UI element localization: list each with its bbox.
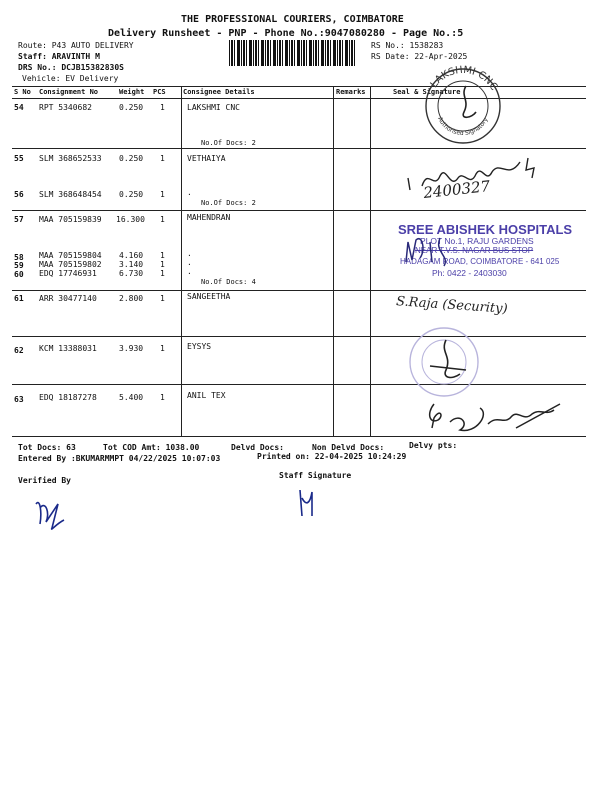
delivery-points: Delvy pts:	[409, 441, 458, 450]
lakshmi-seal-text: LAKSHMI CNC	[428, 64, 500, 93]
col-header-weight: Weight	[119, 88, 145, 96]
row-pcs: 1	[160, 344, 165, 353]
hospital-stamp-line1: PLOT No.1, RAJU GARDENS	[420, 236, 534, 246]
rs-date: RS Date: 22-Apr-2025	[371, 52, 468, 61]
hospital-stamp-name: SREE ABISHEK HOSPITALS	[398, 222, 573, 237]
handwritten-security: S.Raja (Security)	[395, 294, 509, 317]
row-consignment: SLM 368652533	[39, 154, 102, 163]
hospital-stamp-line2: NEAR T.V.S. NAGAR BUS STOP	[415, 246, 534, 255]
row-weight: 0.250	[119, 154, 144, 163]
row-consignment: MAA 705159804	[39, 251, 102, 260]
row-weight: 0.250	[119, 190, 144, 199]
barcode	[229, 40, 355, 66]
row-sno: 61	[14, 294, 24, 303]
lakshmi-cnc-seal	[420, 66, 506, 146]
non-delivered-docs: Non Delvd Docs:	[312, 443, 385, 452]
col-header-sno: S No	[14, 88, 31, 96]
row-consignment: RPT 5340682	[39, 103, 92, 112]
vehicle-label: Vehicle: EV Delivery	[22, 74, 119, 83]
total-docs: Tot Docs: 63	[18, 443, 76, 452]
row-sno: 58	[14, 253, 24, 262]
row-sno: 62	[14, 346, 24, 355]
row-pcs: 1	[160, 260, 165, 269]
route-label: Route: P43 AUTO DELIVERY	[18, 41, 134, 50]
row-sno: 59	[14, 261, 24, 270]
row-consignee: .	[187, 267, 192, 276]
row-weight: 16.300	[116, 215, 145, 224]
row-pcs: 1	[160, 154, 165, 163]
row-weight: 6.730	[119, 269, 144, 278]
lakshmi-seal-inner-text: Authorised Signatory	[436, 115, 490, 138]
signature-row-57	[400, 232, 460, 272]
row-pcs: 1	[160, 190, 165, 199]
row-pcs: 1	[160, 103, 165, 112]
row-consignment: ARR 30477140	[39, 294, 97, 303]
rs-number: RS No.: 1538283	[371, 41, 444, 50]
row-sno: 56	[14, 190, 24, 199]
row-consignee: LAKSHMI CNC	[187, 103, 240, 112]
row-weight: 3.930	[119, 344, 144, 353]
company-title: THE PROFESSIONAL COURIERS, COIMBATORE	[181, 14, 404, 25]
row-weight: 4.160	[119, 251, 144, 260]
hospital-stamp-phone: Ph: 0422 - 2403030	[432, 268, 507, 278]
col-header-pcs: PCS	[153, 88, 166, 96]
total-cod-amount: Tot COD Amt: 1038.00	[103, 443, 200, 452]
row-consignee: VETHAIYA	[187, 154, 226, 163]
row-divider	[12, 148, 586, 149]
verifier-signature	[30, 494, 74, 530]
col-header-consignment: Consignment No	[39, 88, 99, 96]
row-sno: 63	[14, 395, 24, 404]
row-consignment: SLM 368648454	[39, 190, 102, 199]
row-divider	[12, 290, 586, 291]
verified-by-label: Verified By	[18, 476, 71, 485]
row-weight: 5.400	[119, 393, 144, 402]
row-docs-count: No.Of Docs: 4	[201, 278, 256, 286]
row-consignee: EYSYS	[187, 342, 212, 351]
row-consignee: .	[187, 249, 192, 258]
staff-signature	[292, 486, 322, 522]
row-consignee: ANIL TEX	[187, 391, 226, 400]
row-consignment: EDQ 17746931	[39, 269, 97, 278]
row-consignment: KCM 13388031	[39, 344, 97, 353]
row-consignee: .	[187, 188, 192, 197]
row-sno: 57	[14, 215, 24, 224]
row-docs-count: No.Of Docs: 2	[201, 139, 256, 147]
row-sno: 55	[14, 154, 24, 163]
column-divider	[370, 86, 371, 436]
delivered-docs: Delvd Docs:	[231, 443, 284, 452]
column-divider	[181, 86, 182, 436]
row-consignee: SANGEETHA	[187, 292, 231, 301]
row-consignment: EDQ 18187278	[39, 393, 97, 402]
runsheet-subtitle: Delivery Runsheet - PNP - Phone No.:9047080280 - Page No.:5	[108, 28, 464, 39]
row-docs-count: No.Of Docs: 2	[201, 199, 256, 207]
row-consignment: MAA 705159802	[39, 260, 102, 269]
handwritten-number: 2400327	[422, 177, 491, 202]
entered-by: Entered By :BKUMARMMPT 04/22/2025 10:07:03	[18, 454, 221, 463]
row-pcs: 1	[160, 393, 165, 402]
row-weight: 3.140	[119, 260, 144, 269]
col-header-remarks: Remarks	[336, 88, 366, 96]
printed-on: Printed on: 22-04-2025 10:24:29	[257, 452, 407, 461]
row-sno: 60	[14, 270, 24, 279]
row-consignment: MAA 705159839	[39, 215, 102, 224]
row-divider	[12, 336, 586, 337]
hospital-stamp-line3: HADAGAM ROAD, COIMBATORE - 641 025	[400, 257, 560, 266]
col-header-signature: Seal & Signature	[393, 88, 461, 96]
staff-label: Staff: ARAVINTH M	[18, 52, 100, 61]
col-header-consignee: Consignee Details	[183, 88, 255, 96]
row-divider	[12, 384, 586, 385]
drs-number: DRS No.: DCJB15382830S	[18, 63, 124, 72]
row-divider	[12, 210, 586, 211]
row-sno: 54	[14, 103, 24, 112]
row-pcs: 1	[160, 215, 165, 224]
staff-signature-label: Staff Signature	[279, 471, 352, 480]
row-consignee: .	[187, 258, 192, 267]
column-divider	[333, 86, 334, 436]
round-seal-row-62	[406, 326, 482, 398]
row-weight: 2.800	[119, 294, 144, 303]
signature-row-63	[420, 394, 570, 438]
row-pcs: 1	[160, 251, 165, 260]
row-pcs: 1	[160, 294, 165, 303]
row-pcs: 1	[160, 269, 165, 278]
row-consignee: MAHENDRAN	[187, 213, 231, 222]
signature-row-55	[400, 150, 570, 206]
row-weight: 0.250	[119, 103, 144, 112]
